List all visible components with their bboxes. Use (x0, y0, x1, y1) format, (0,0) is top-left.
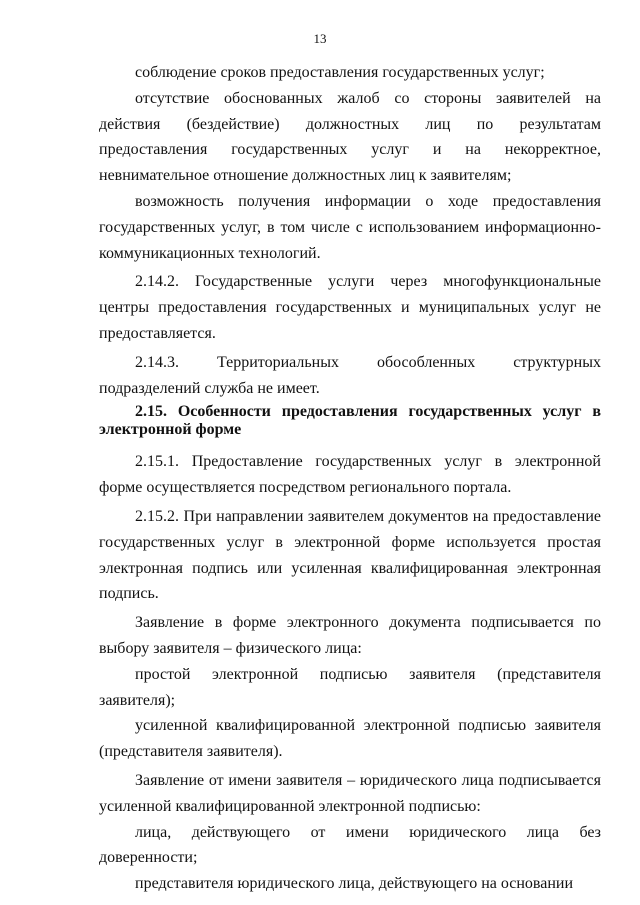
paragraph-3: возможность получения информации о ходе предоставления государственных услуг, в том числе с использованием информационно-коммуникационных технологий. (99, 192, 601, 262)
paragraph-13: представителя юридического лица, действующего на основании (135, 875, 574, 893)
paragraph-8: Заявление в форме электронного документа подписывается по выбору заявителя – физического лица: (99, 614, 601, 657)
paragraph-12: лица, действующего от имени юридического лица без доверенности; (99, 823, 601, 867)
page-number: 13 (313, 31, 327, 46)
paragraph-5: 2.14.3. Территориальных обособленных структурных подразделений служба не имеет. (99, 353, 601, 397)
paragraph-10: усиленной квалифицированной электронной подписью заявителя (представителя заявителя). (99, 717, 601, 761)
paragraph-2: отсутствие обоснованных жалоб со стороны заявителей на действия (бездействие) должностных лиц по результатам предоставления государственных услуг и на некорректное, невнимательное отношение должностных лиц к заявителям; (99, 89, 601, 185)
paragraph-11: Заявление от имени заявителя – юридического лица подписывается усиленной квалифицированной электронной подписью: (99, 771, 601, 815)
paragraph-4: 2.14.2. Государственные услуги через многофункциональные центры предоставления государственных и муниципальных услуг не предоставляется. (99, 273, 601, 342)
paragraph-7: 2.15.2. При направлении заявителем документов на предоставление государственных услуг в электронной форме используется простая электронная подпись или усиленная квалифицированная электронная подпись. (99, 507, 601, 603)
paragraph-9: простой электронной подписью заявителя (представителя заявителя); (99, 665, 601, 709)
section-heading: 2.15. Особенности предоставления государственных услуг в электронной форме (99, 403, 601, 439)
paragraph-1: соблюдение сроков предоставления государственных услуг; (135, 64, 545, 81)
paragraph-6: 2.15.1. Предоставление государственных услуг в электронной форме осуществляется посредством регионального портала. (99, 453, 601, 497)
document-body (99, 60, 601, 897)
